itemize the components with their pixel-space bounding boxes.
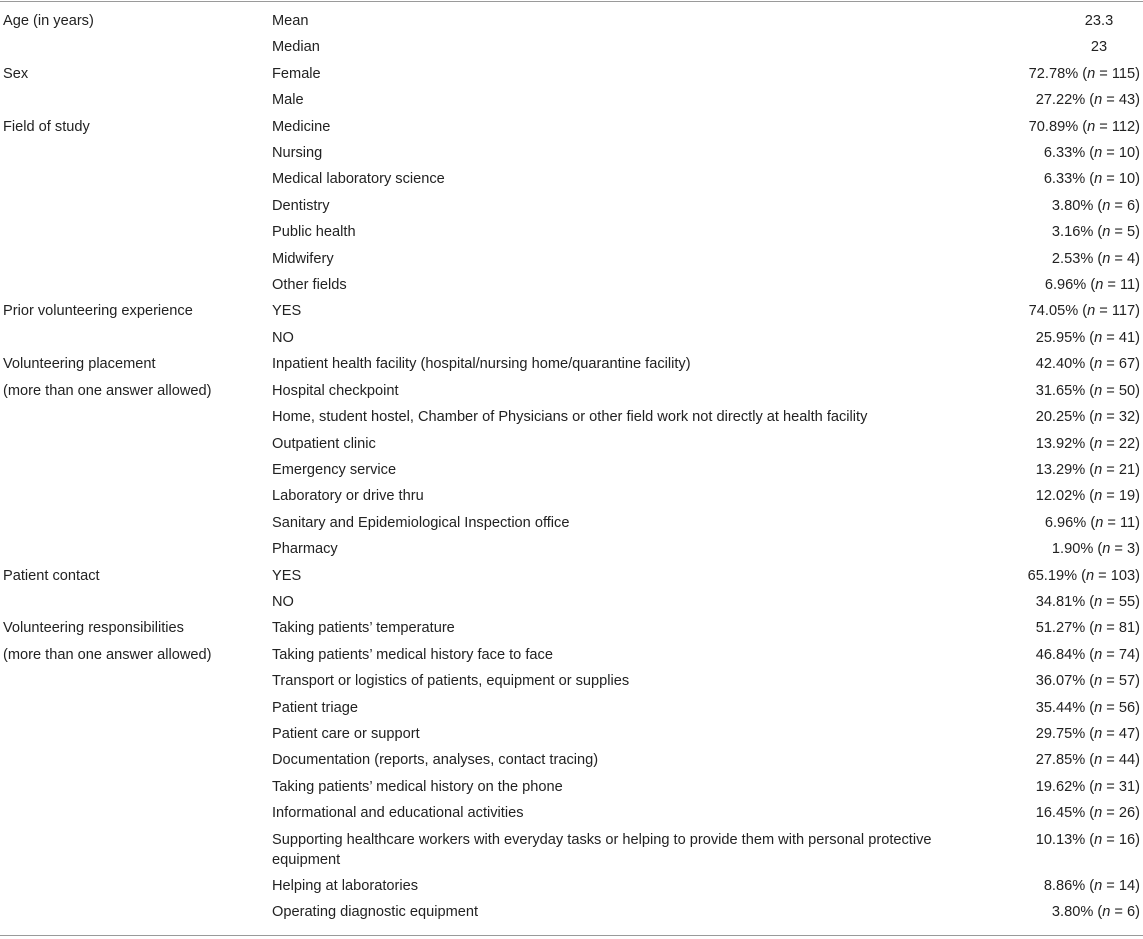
row-value: 70.89% (n = 112) — [1028, 118, 1140, 135]
value-percent: 13.92% — [1035, 435, 1086, 452]
value-count: 67 — [1118, 356, 1136, 373]
n-symbol: n — [1094, 382, 1103, 399]
value-count: 10 — [1118, 171, 1136, 188]
bottom-rule — [0, 935, 1143, 936]
n-symbol: n — [1094, 92, 1103, 109]
value-count: 41 — [1118, 329, 1136, 346]
row-option: Patient triage — [272, 699, 358, 716]
value-count: 19 — [1118, 488, 1136, 505]
value-count: 57 — [1118, 673, 1136, 690]
value-count: 10 — [1118, 145, 1136, 162]
row-value: 3.80% (n = 6) — [1051, 197, 1140, 214]
n-symbol: n — [1094, 356, 1103, 373]
value-percent: 65.19% — [1027, 567, 1078, 584]
table-row — [0, 8, 1143, 34]
row-category — [0, 695, 268, 721]
n-symbol: n — [1086, 567, 1095, 584]
row-value: 6.96% (n = 11) — [1044, 277, 1140, 294]
n-symbol: n — [1094, 145, 1103, 162]
row-category — [0, 87, 268, 113]
n-symbol: n — [1094, 805, 1103, 822]
n-symbol: n — [1087, 118, 1096, 135]
row-option: Laboratory or drive thru — [272, 488, 424, 505]
value-percent: 51.27% — [1035, 620, 1086, 637]
table-row — [0, 800, 1143, 826]
table-row — [0, 325, 1143, 351]
table-row — [0, 114, 1143, 140]
n-symbol: n — [1087, 303, 1096, 320]
n-symbol: n — [1094, 831, 1103, 848]
row-option: Median — [272, 39, 320, 56]
row-value: 27.22% (n = 43) — [1035, 92, 1140, 109]
row-value: 20.25% (n = 32) — [1035, 409, 1140, 426]
row-category — [0, 166, 268, 192]
row-value: 23 — [1090, 39, 1108, 56]
row-option: Pharmacy — [272, 541, 338, 558]
value-count: 3 — [1127, 541, 1136, 558]
row-option: Sanitary and Epidemiological Inspection office — [272, 514, 570, 531]
value-percent: 20.25% — [1035, 409, 1086, 426]
row-category — [0, 404, 268, 430]
value-count: 55 — [1118, 593, 1136, 610]
row-value: 51.27% (n = 81) — [1035, 620, 1140, 637]
row-value: 25.95% (n = 41) — [1035, 329, 1140, 346]
row-category — [0, 219, 268, 245]
value-percent: 1.90% — [1051, 541, 1094, 558]
n-symbol: n — [1094, 646, 1103, 663]
value-count: 5 — [1127, 224, 1136, 241]
value-percent: 16.45% — [1035, 805, 1086, 822]
value-count: 16 — [1118, 831, 1136, 848]
n-symbol: n — [1102, 197, 1111, 214]
row-value: 29.75% (n = 47) — [1035, 725, 1140, 742]
row-option: Taking patients’ medical history face to face — [272, 646, 553, 663]
value-count: 43 — [1118, 92, 1136, 109]
value-count: 4 — [1127, 250, 1136, 267]
row-option: Home, student hostel, Chamber of Physicians or other field work not directly at health facility — [272, 409, 868, 426]
n-symbol: n — [1094, 171, 1103, 188]
row-option: Helping at laboratories — [272, 877, 419, 894]
row-category — [0, 510, 268, 536]
row-category: Volunteering placement — [3, 356, 156, 373]
n-symbol: n — [1095, 514, 1104, 531]
table-row — [0, 510, 1143, 536]
value-count: 22 — [1118, 435, 1136, 452]
n-symbol: n — [1094, 461, 1103, 478]
value-percent: 3.80% — [1051, 197, 1094, 214]
row-category: Sex — [3, 65, 29, 82]
value-count: 14 — [1118, 877, 1136, 894]
row-category — [0, 668, 268, 694]
value-count: 44 — [1118, 752, 1136, 769]
value-count: 6 — [1127, 197, 1136, 214]
row-option: Midwifery — [272, 250, 334, 267]
value-percent: 8.86% — [1043, 877, 1086, 894]
value-percent: 74.05% — [1028, 303, 1079, 320]
row-value: 16.45% (n = 26) — [1035, 805, 1140, 822]
table-row — [0, 457, 1143, 483]
table-row — [0, 219, 1143, 245]
value-percent: 6.33% — [1043, 145, 1086, 162]
table-row — [0, 193, 1143, 219]
row-category: Volunteering responsibilities — [3, 620, 184, 637]
n-symbol: n — [1094, 877, 1103, 894]
row-option: Supporting healthcare workers with everyday tasks or helping to provide them with personal protective equipment — [272, 831, 932, 868]
row-category — [0, 721, 268, 747]
value-count: 11 — [1119, 514, 1136, 531]
value-count: 74 — [1118, 646, 1136, 663]
value-percent: 35.44% — [1035, 699, 1086, 716]
table-row — [0, 87, 1143, 113]
row-category — [0, 899, 268, 925]
table-row — [0, 431, 1143, 457]
n-symbol: n — [1094, 409, 1103, 426]
n-symbol: n — [1094, 488, 1103, 505]
n-symbol: n — [1094, 725, 1103, 742]
row-option: YES — [272, 567, 302, 584]
table-row — [0, 642, 1143, 668]
row-value: 36.07% (n = 57) — [1035, 673, 1140, 690]
row-category: Prior volunteering experience — [3, 303, 193, 320]
row-value: 1.90% (n = 3) — [1051, 541, 1140, 558]
row-value: 35.44% (n = 56) — [1035, 699, 1140, 716]
value-percent: 70.89% — [1028, 118, 1079, 135]
row-category: Field of study — [3, 118, 90, 135]
n-symbol: n — [1102, 904, 1111, 920]
row-value: 46.84% (n = 74) — [1035, 646, 1140, 663]
value-count: 47 — [1118, 725, 1136, 742]
table-row — [0, 272, 1143, 298]
n-symbol: n — [1094, 673, 1103, 690]
row-value: 6.96% (n = 11) — [1044, 514, 1140, 531]
row-option: Taking patients’ temperature — [272, 620, 455, 637]
row-category: (more than one answer allowed) — [3, 646, 212, 663]
table-row — [0, 351, 1143, 377]
row-option: Taking patients’ medical history on the phone — [272, 778, 563, 795]
value-percent: 72.78% — [1028, 65, 1079, 82]
data-table — [0, 8, 1143, 925]
value-count: 31 — [1118, 778, 1136, 795]
row-option: Nursing — [272, 145, 323, 162]
n-symbol: n — [1102, 224, 1111, 241]
row-value: 19.62% (n = 31) — [1035, 778, 1140, 795]
table-row — [0, 34, 1143, 60]
table-row — [0, 166, 1143, 192]
row-category — [0, 246, 268, 272]
row-option: Operating diagnostic equipment — [272, 904, 479, 920]
n-symbol: n — [1087, 65, 1096, 82]
value-count: 50 — [1118, 382, 1136, 399]
row-option: Public health — [272, 224, 356, 241]
n-symbol: n — [1094, 699, 1103, 716]
row-option: Mean — [272, 13, 309, 29]
row-category — [0, 457, 268, 483]
row-value: 12.02% (n = 19) — [1035, 488, 1140, 505]
row-value: 27.85% (n = 44) — [1035, 752, 1140, 769]
value-count: 117 — [1111, 303, 1136, 320]
row-category — [0, 747, 268, 773]
table-row — [0, 873, 1143, 899]
row-category — [0, 483, 268, 509]
table-row — [0, 378, 1143, 404]
value-percent: 42.40% — [1035, 356, 1086, 373]
row-option: Inpatient health facility (hospital/nursing home/quarantine facility) — [272, 356, 691, 373]
row-option: Patient care or support — [272, 725, 420, 742]
table-row — [0, 61, 1143, 87]
n-symbol: n — [1094, 329, 1103, 346]
row-value: 13.92% (n = 22) — [1035, 435, 1140, 452]
table-row — [0, 589, 1143, 615]
row-category — [0, 589, 268, 615]
row-category: (more than one answer allowed) — [3, 382, 212, 399]
value-percent: 46.84% — [1035, 646, 1086, 663]
top-rule — [0, 1, 1143, 2]
value-percent: 34.81% — [1035, 593, 1086, 610]
value-percent: 27.85% — [1035, 752, 1086, 769]
row-category — [0, 325, 268, 351]
value-count: 11 — [1119, 277, 1136, 294]
value-percent: 10.13% — [1035, 831, 1086, 848]
row-option: Transport or logistics of patients, equipment or supplies — [272, 673, 630, 690]
row-value: 31.65% (n = 50) — [1035, 382, 1140, 399]
table-row — [0, 404, 1143, 430]
row-value: 72.78% (n = 115) — [1028, 65, 1140, 82]
row-category — [0, 536, 268, 562]
row-category — [0, 272, 268, 298]
row-value: 65.19% (n = 103) — [1027, 567, 1140, 584]
value-percent: 25.95% — [1035, 329, 1086, 346]
value-percent: 29.75% — [1035, 725, 1086, 742]
row-option: Female — [272, 65, 321, 82]
value-count: 115 — [1111, 65, 1136, 82]
table-row — [0, 140, 1143, 166]
n-symbol: n — [1095, 277, 1104, 294]
row-value: 2.53% (n = 4) — [1051, 250, 1140, 267]
value-count: 112 — [1111, 118, 1136, 135]
table-row — [0, 721, 1143, 747]
row-option: Medical laboratory science — [272, 171, 445, 188]
row-category: Age (in years) — [3, 13, 94, 29]
row-value: 13.29% (n = 21) — [1035, 461, 1140, 478]
row-value: 6.33% (n = 10) — [1043, 171, 1140, 188]
row-value: 8.86% (n = 14) — [1043, 877, 1140, 894]
value-count: 26 — [1118, 805, 1136, 822]
n-symbol: n — [1102, 250, 1111, 267]
row-value: 10.13% (n = 16) — [1035, 831, 1140, 848]
row-value: 3.16% (n = 5) — [1051, 224, 1140, 241]
row-option: Dentistry — [272, 197, 330, 214]
value-count: 21 — [1118, 461, 1136, 478]
value-percent: 36.07% — [1035, 673, 1086, 690]
value-count: 81 — [1118, 620, 1136, 637]
row-category — [0, 193, 268, 219]
row-option: Medicine — [272, 118, 331, 135]
value-percent: 6.96% — [1044, 514, 1087, 531]
table-row — [0, 747, 1143, 773]
value-percent: 2.53% — [1051, 250, 1094, 267]
row-category — [0, 34, 268, 60]
table-row — [0, 695, 1143, 721]
value-count: 32 — [1118, 409, 1136, 426]
value-percent: 19.62% — [1035, 778, 1086, 795]
row-category — [0, 774, 268, 800]
row-option: NO — [272, 329, 294, 346]
row-option: Informational and educational activities — [272, 805, 524, 822]
table-row — [0, 899, 1143, 925]
row-category — [0, 873, 268, 899]
table-row — [0, 536, 1143, 562]
row-category — [0, 140, 268, 166]
row-value: 6.33% (n = 10) — [1043, 145, 1140, 162]
value-percent: 3.80% — [1051, 904, 1094, 920]
table-row — [0, 774, 1143, 800]
row-value: 3.80% (n = 6) — [1051, 904, 1140, 920]
table-row — [0, 827, 1143, 873]
row-category — [0, 800, 268, 826]
row-option: Other fields — [272, 277, 347, 294]
table-row — [0, 615, 1143, 641]
value-count: 56 — [1118, 699, 1136, 716]
table-row — [0, 298, 1143, 324]
table-row — [0, 246, 1143, 272]
value-percent: 12.02% — [1035, 488, 1086, 505]
table-row — [0, 668, 1143, 694]
row-value: 34.81% (n = 55) — [1035, 593, 1140, 610]
row-option: Outpatient clinic — [272, 435, 376, 452]
n-symbol: n — [1094, 593, 1103, 610]
value-count: 103 — [1110, 567, 1136, 584]
n-symbol: n — [1094, 620, 1103, 637]
row-value: 42.40% (n = 67) — [1035, 356, 1140, 373]
row-option: Documentation (reports, analyses, contact tracing) — [272, 752, 599, 769]
value-percent: 6.96% — [1044, 277, 1087, 294]
value-percent: 27.22% — [1035, 92, 1086, 109]
value-percent: 31.65% — [1035, 382, 1086, 399]
row-category: Patient contact — [3, 567, 100, 584]
row-option: NO — [272, 593, 294, 610]
value-percent: 6.33% — [1043, 171, 1086, 188]
value-percent: 3.16% — [1051, 224, 1094, 241]
row-option: Male — [272, 92, 304, 109]
row-option: Hospital checkpoint — [272, 382, 399, 399]
row-option: Emergency service — [272, 461, 397, 478]
value-percent: 13.29% — [1035, 461, 1086, 478]
row-value: 23.3 — [1084, 13, 1114, 29]
row-category — [0, 827, 268, 873]
table-row — [0, 483, 1143, 509]
table-row — [0, 563, 1143, 589]
value-count: 6 — [1127, 904, 1136, 920]
n-symbol: n — [1094, 778, 1103, 795]
n-symbol: n — [1102, 541, 1111, 558]
row-category — [0, 431, 268, 457]
row-value: 74.05% (n = 117) — [1028, 303, 1140, 320]
row-option: YES — [272, 303, 302, 320]
n-symbol: n — [1094, 752, 1103, 769]
n-symbol: n — [1094, 435, 1103, 452]
